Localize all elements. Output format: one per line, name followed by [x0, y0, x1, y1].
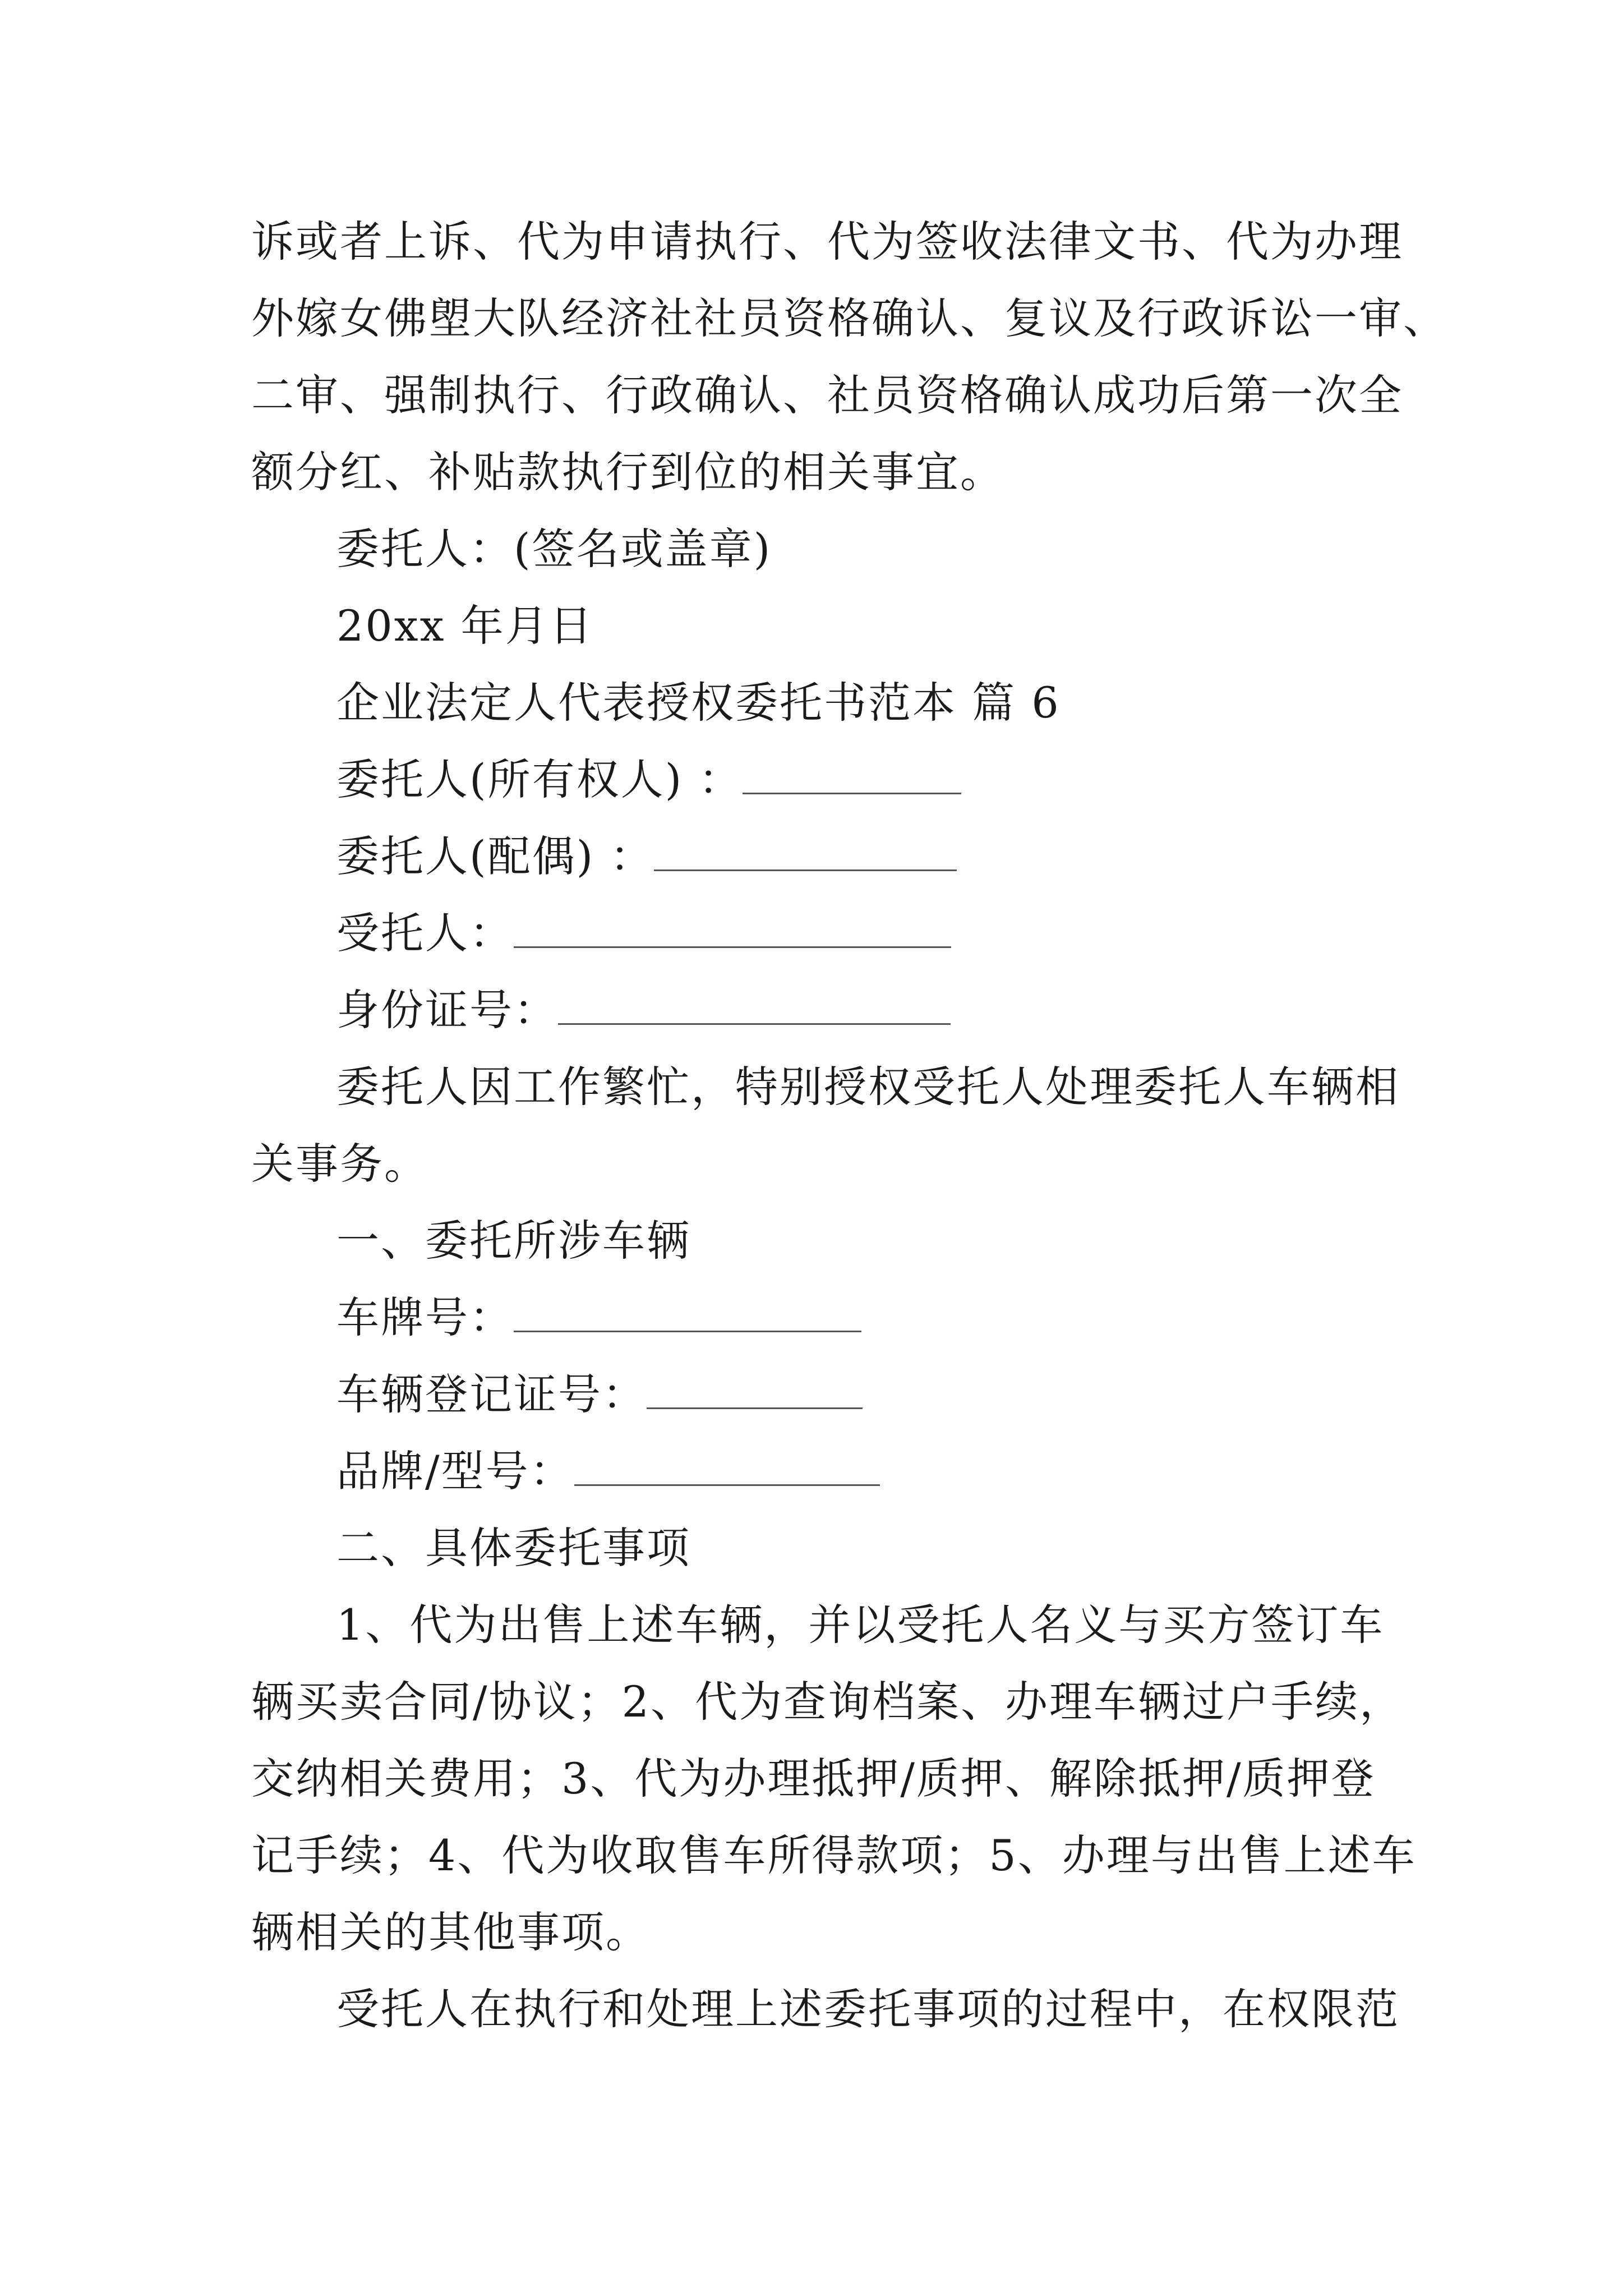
- paragraph-line: 关事务。: [251, 1139, 428, 1189]
- section-title: 企业法定人代表授权委托书范本 篇 6: [336, 678, 1061, 728]
- agent-field: [336, 908, 951, 959]
- brand-model-field: [336, 1446, 880, 1497]
- agent-blank: [514, 913, 951, 948]
- id-number-field: [336, 984, 951, 1036]
- field-label: 受托人：: [336, 908, 514, 958]
- field-label: 身份证号：: [336, 985, 558, 1035]
- paragraph-line: 诉或者上诉、代为申请执行、代为签收法律文书、代为办理: [251, 217, 1403, 266]
- paragraph-line: 记手续；4、代为收取售车所得款项；5、办理与出售上述车: [251, 1830, 1417, 1880]
- paragraph-line: 交纳相关费用；3、代为办理抵押/质押、解除抵押/质押登: [251, 1754, 1376, 1803]
- registration-number-blank: [647, 1374, 863, 1409]
- paragraph-line: 额分红、补贴款执行到位的相关事宜。: [251, 447, 1004, 497]
- paragraph-line: 外嫁女佛塱大队经济社社员资格确认、复议及行政诉讼一审、: [251, 293, 1447, 343]
- paragraph-line: 二审、强制执行、行政确认、社员资格确认成功后第一次全: [251, 370, 1403, 420]
- section-heading: 一、委托所涉车辆: [336, 1216, 691, 1266]
- section-heading: 二、具体委托事项: [336, 1523, 691, 1573]
- paragraph-line: 辆买卖合同/协议；2、代为查询档案、办理车辆过户手续，: [251, 1677, 1404, 1727]
- field-label: 品牌/型号：: [336, 1446, 574, 1496]
- spouse-field: [336, 831, 957, 882]
- field-label: 委托人(配偶) ：: [336, 831, 654, 881]
- date-line: 20xx 年月日: [336, 601, 594, 651]
- signature-line: 委托人：(签名或盖章): [336, 524, 772, 574]
- paragraph-line: 委托人因工作繁忙，特别授权受托人处理委托人车辆相: [336, 1062, 1400, 1112]
- plate-number-field: [336, 1292, 861, 1343]
- brand-model-blank: [574, 1451, 880, 1486]
- paragraph-line: 1、代为出售上述车辆，并以受托人名义与买方签订车: [336, 1600, 1385, 1650]
- owner-blank: [743, 759, 961, 794]
- registration-number-field: [336, 1369, 863, 1420]
- plate-number-blank: [514, 1297, 861, 1332]
- spouse-blank: [654, 836, 957, 871]
- paragraph-line: 受托人在执行和处理上述委托事项的过程中，在权限范: [336, 1984, 1400, 2034]
- field-label: 车辆登记证号：: [336, 1369, 647, 1419]
- field-label: 车牌号：: [336, 1292, 514, 1342]
- paragraph-line: 辆相关的其他事项。: [251, 1907, 650, 1957]
- field-label: 委托人(所有权人) ：: [336, 754, 743, 804]
- owner-field: [336, 754, 961, 806]
- id-number-blank: [558, 990, 951, 1025]
